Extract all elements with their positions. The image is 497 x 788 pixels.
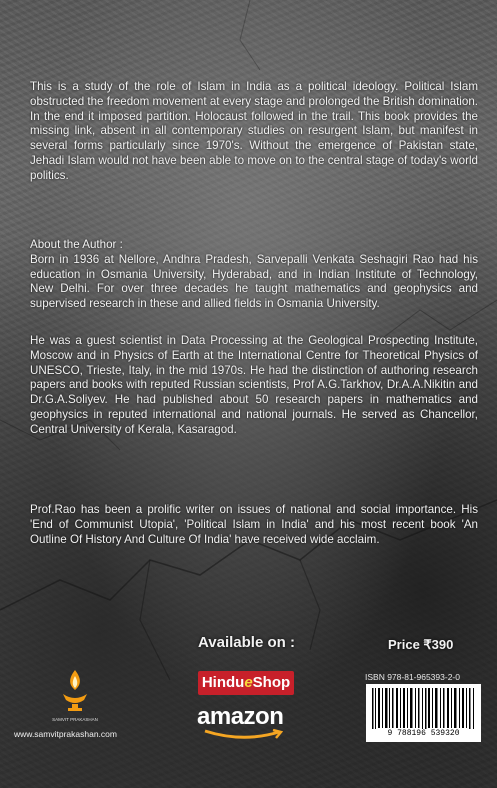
publisher-name: SAMVIT PRAKASHAN <box>52 717 98 722</box>
author-bio-3: Prof.Rao has been a prolific writer on issues of national and social importance. His 'End of Communist Utopia', 'Political Islam in India' and his most recent book 'An Outline Of History And Culture Of India' have received wide acclaim. <box>30 503 478 546</box>
book-description <box>30 80 478 184</box>
author-heading: About the Author : <box>30 238 123 251</box>
author-bio-3-block <box>30 503 478 547</box>
shop-text: Shop <box>252 674 291 691</box>
hindueshop-logo <box>198 671 294 695</box>
amazon-logo: amazon <box>197 703 284 730</box>
author-bio-2: He was a guest scientist in Data Processing at the Geological Prospecting Institute, Moscow and in Physics of Earth at the International Centre for Theoretical Physics of UNESCO, Trieste, Italy, in the mid 1970s. He had the distinction of authoring research papers and books with reputed Russian scientists, Prof A.G.Tarkhov, Dr.A.A.Nikitin and Dr.G.A.Soliyev. He had published about 50 research papers in mathematics and geophysics in reputed international and national journals. He served as Chancellor, Central University of Kerala, Kasaragod. <box>30 334 478 436</box>
hindu-e-text: e <box>244 674 253 691</box>
about-author <box>30 238 478 312</box>
barcode-digits: 9 788196 539320 <box>366 729 481 738</box>
price-label: Price ₹390 <box>388 637 454 652</box>
author-bio-2-block <box>30 334 478 438</box>
publisher-lamp-logo-icon <box>60 668 90 714</box>
isbn-label: ISBN 978-81-965393-2-0 <box>365 672 460 682</box>
hindu-text: Hindu <box>201 674 245 691</box>
intro-paragraph: This is a study of the role of Islam in India as a political ideology. Political Islam obstructed the freedom movement at every stage and prolonged the British domination. In the end it imposed partition. Holocaust followed in the trail. This book provides the missing link, absent in all contemporary studies on resurgent Islam, but manifest in several forms particularly since 1970's. Without the emergence of Pakistan state, Jehadi Islam would not have been able to move on to the central stage of today's world politics. <box>30 80 478 182</box>
author-bio-1: Born in 1936 at Nellore, Andhra Pradesh, Sarvepalli Venkata Seshagiri Rao had his education in Osmania University, Hyderabad, and in Indian Institute of Technology, New Delhi. For over three decades he taught mathematics and geophysics and supervised research in these and allied fields in Osmania University. <box>30 252 478 311</box>
available-on-label: Available on : <box>198 634 295 651</box>
amazon-smile-icon <box>203 729 283 741</box>
publisher-website: www.samvitprakashan.com <box>14 729 117 739</box>
